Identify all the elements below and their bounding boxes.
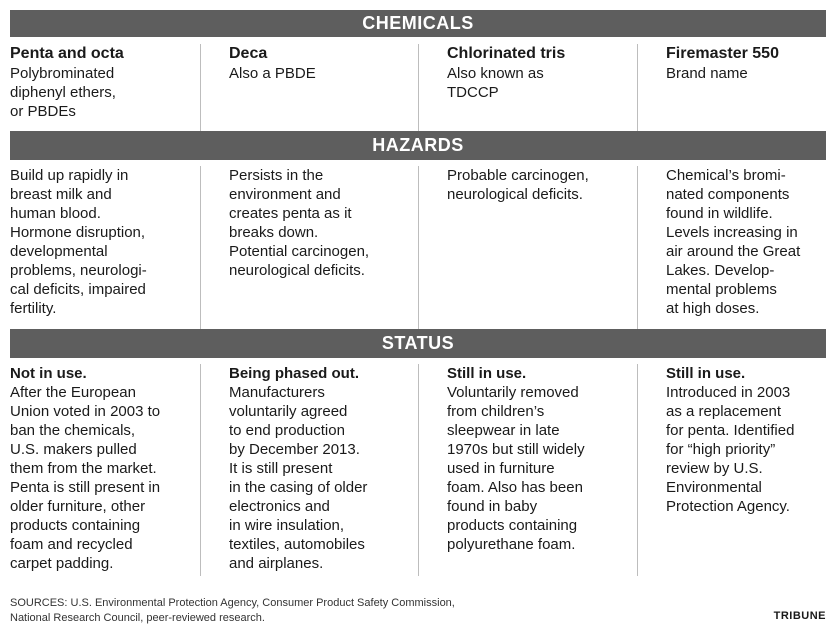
status-line: to end production — [229, 422, 345, 439]
hazard-line: nated components — [666, 186, 790, 203]
status-line: products containing — [10, 517, 141, 534]
hazard-cell-chlorinated-tris — [418, 166, 637, 329]
status-cell-chlorinated-tris — [418, 364, 637, 576]
status-line: U.S. makers pulled — [10, 441, 137, 458]
status-section-header: STATUS — [10, 329, 826, 358]
hazard-line: found in wildlife. — [666, 205, 773, 222]
hazard-line: Probable carcinogen, — [447, 167, 589, 184]
hazards-section-header: HAZARDS — [10, 131, 826, 160]
hazard-line: air around the Great — [666, 243, 801, 260]
sources-line: National Research Council, peer-reviewed research. — [10, 612, 265, 624]
hazard-line: environment and — [229, 186, 341, 203]
hazard-line: Persists in the — [229, 167, 324, 184]
status-line: voluntarily agreed — [229, 403, 348, 420]
status-line: older furniture, other — [10, 498, 146, 515]
chemicals-section-header: CHEMICALS — [10, 10, 826, 37]
hazard-line: Chemical’s bromi- — [666, 167, 786, 184]
status-line: foam. Also has been — [447, 479, 583, 496]
status-line: from children’s — [447, 403, 545, 420]
hazard-line: Lakes. Develop- — [666, 262, 775, 279]
status-cell-deca — [200, 364, 418, 576]
chemical-desc-line: diphenyl ethers, — [10, 84, 116, 101]
chemical-name: Penta and octa — [10, 45, 124, 62]
status-line: Environmental — [666, 479, 762, 496]
status-line: textiles, automobiles — [229, 536, 365, 553]
hazard-line: Build up rapidly in — [10, 167, 129, 184]
chemical-name: Deca — [229, 45, 268, 62]
chemical-desc-line: Brand name — [666, 65, 748, 82]
status-line: and airplanes. — [229, 555, 324, 572]
chemical-name: Firemaster 550 — [666, 45, 779, 62]
chemicals-row — [10, 44, 826, 131]
status-line: Union voted in 2003 to — [10, 403, 161, 420]
status-line: Voluntarily removed — [447, 384, 579, 401]
status-line: polyurethane foam. — [447, 536, 576, 553]
status-label: Still in use. — [447, 365, 527, 382]
status-line: for “high priority” — [666, 441, 776, 458]
hazard-line: breast milk and — [10, 186, 112, 203]
status-line: used in furniture — [447, 460, 555, 477]
status-line: It is still present — [229, 460, 333, 477]
chemical-desc-line: Also a PBDE — [229, 65, 316, 82]
status-label: Being phased out. — [229, 365, 360, 382]
status-line: Protection Agency. — [666, 498, 790, 515]
chemical-desc-line: Also known as — [447, 65, 544, 82]
status-label: Still in use. — [666, 365, 746, 382]
status-line: electronics and — [229, 498, 330, 515]
status-line: in wire insulation, — [229, 517, 345, 534]
credit-label: TRIBUNE — [773, 610, 826, 622]
status-cell-penta-octa — [10, 364, 200, 576]
hazard-line: at high doses. — [666, 300, 760, 317]
status-line: products containing — [447, 517, 578, 534]
status-line: review by U.S. — [666, 460, 763, 477]
hazard-line: human blood. — [10, 205, 101, 222]
status-line: Penta is still present in — [10, 479, 161, 496]
status-line: found in baby — [447, 498, 538, 515]
chemical-cell-chlorinated-tris — [418, 44, 637, 131]
hazard-line: cal deficits, impaired — [10, 281, 146, 298]
hazard-line: neurological deficits. — [229, 262, 365, 279]
chemical-name: Chlorinated tris — [447, 45, 566, 62]
status-row — [10, 364, 826, 576]
sources-line: SOURCES: U.S. Environmental Protection Agency, Consumer Product Safety Commission, — [10, 597, 455, 609]
hazard-line: Levels increasing in — [666, 224, 798, 241]
hazard-line: fertility. — [10, 300, 57, 317]
status-line: in the casing of older — [229, 479, 368, 496]
status-line: Introduced in 2003 — [666, 384, 791, 401]
hazard-cell-firemaster — [637, 166, 826, 329]
chemical-cell-penta-octa — [10, 44, 200, 131]
chemical-cell-deca — [200, 44, 418, 131]
hazard-cell-deca — [200, 166, 418, 329]
hazard-line: creates penta as it — [229, 205, 352, 222]
status-line: by December 2013. — [229, 441, 360, 458]
status-line: foam and recycled — [10, 536, 133, 553]
hazard-line: mental problems — [666, 281, 777, 298]
status-label: Not in use. — [10, 365, 87, 382]
status-line: Manufacturers — [229, 384, 325, 401]
status-line: 1970s but still widely — [447, 441, 585, 458]
status-cell-firemaster — [637, 364, 826, 576]
hazard-line: Hormone disruption, — [10, 224, 146, 241]
chemical-cell-firemaster — [637, 44, 826, 131]
hazards-row — [10, 166, 826, 329]
chemical-desc-line: or PBDEs — [10, 103, 76, 120]
status-line: ban the chemicals, — [10, 422, 136, 439]
status-line: carpet padding. — [10, 555, 114, 572]
hazard-line: breaks down. — [229, 224, 319, 241]
sources-note — [10, 596, 455, 626]
hazard-line: problems, neurologi- — [10, 262, 147, 279]
status-line: for penta. Identified — [666, 422, 795, 439]
status-line: as a replacement — [666, 403, 782, 420]
status-line: sleepwear in late — [447, 422, 560, 439]
hazard-cell-penta-octa — [10, 166, 200, 329]
hazard-line: neurological deficits. — [447, 186, 583, 203]
status-line: After the European — [10, 384, 136, 401]
chemical-desc-line: Polybrominated — [10, 65, 115, 82]
hazard-line: developmental — [10, 243, 108, 260]
status-line: them from the market. — [10, 460, 157, 477]
chemical-desc-line: TDCCP — [447, 84, 499, 101]
hazard-line: Potential carcinogen, — [229, 243, 370, 260]
